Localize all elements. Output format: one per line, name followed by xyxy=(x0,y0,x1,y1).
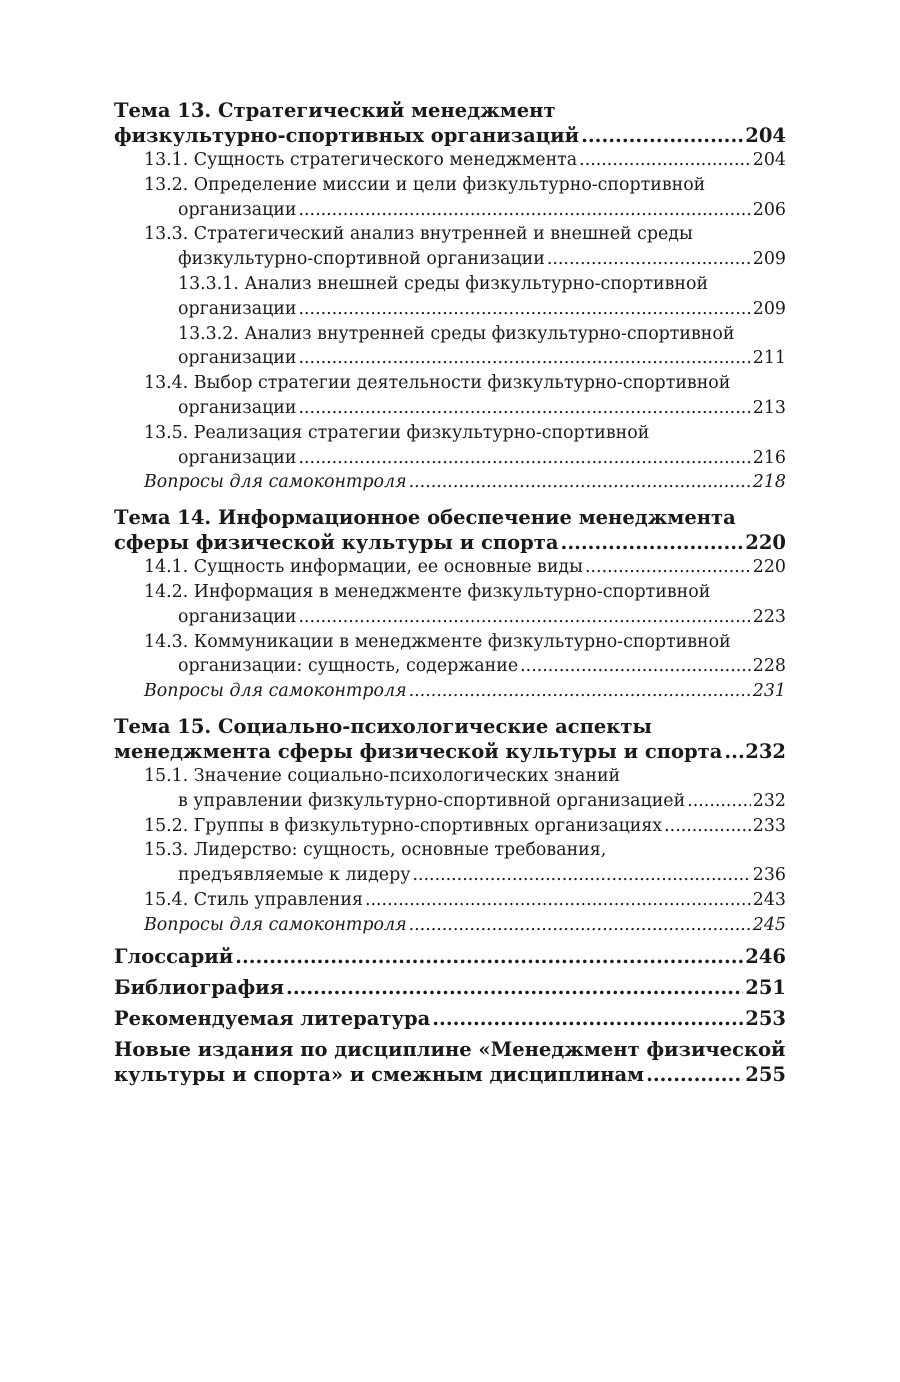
topic-title-cont: сферы физической культуры и спорта xyxy=(114,531,559,555)
leader-dots xyxy=(298,605,750,630)
leader-dots xyxy=(409,679,751,704)
page-number: 253 xyxy=(745,1006,786,1030)
section-title-cont: организации xyxy=(178,199,297,220)
subsection-title-cont: организации xyxy=(178,298,297,319)
page-number: 255 xyxy=(745,1062,786,1086)
section-title-cont: предъявляемые к лидеру xyxy=(178,865,411,886)
section-title-cont: в управлении физкультурно-спортивной организацией xyxy=(178,790,686,811)
page-number: 209 xyxy=(752,298,786,319)
leader-dots xyxy=(432,1006,743,1031)
toc-topic-14[interactable] xyxy=(114,505,786,555)
section-title: 15.1. Значение социально-психологических знаний xyxy=(144,765,621,786)
section-title: 14.3. Коммуникации в менеджменте физкультурно-спортивной xyxy=(144,631,731,652)
section-title: 14.2. Информация в менеджменте физкультурно-спортивной xyxy=(144,581,711,602)
leader-dots xyxy=(585,555,751,580)
section-title-cont: организации xyxy=(178,606,297,627)
page-number: 204 xyxy=(752,150,786,170)
page-number: 206 xyxy=(752,199,786,220)
leader-dots xyxy=(724,739,743,764)
toc-section-13-5[interactable] xyxy=(114,421,786,471)
leader-dots xyxy=(235,944,743,969)
section-title: 15.2. Группы в физкультурно-спортивных организациях xyxy=(144,815,663,836)
section-title: 15.3. Лидерство: сущность, основные требования, xyxy=(144,840,607,861)
leader-dots xyxy=(298,198,750,223)
page-number: 246 xyxy=(745,944,786,968)
leader-dots xyxy=(409,470,751,495)
page-number: 220 xyxy=(745,531,786,555)
toc-section-14-1[interactable] xyxy=(114,555,786,580)
section-title: 13.4. Выбор стратегии деятельности физкультурно-спортивной xyxy=(144,373,731,394)
topic-title: Тема 14. Информационное обеспечение менеджмента xyxy=(114,506,736,530)
toc-section-15-4[interactable] xyxy=(114,888,786,913)
toc-section-13-1[interactable] xyxy=(114,148,786,173)
page-number: 243 xyxy=(752,889,786,910)
questions-title: Вопросы для самоконтроля xyxy=(144,472,407,493)
section-title: 13.2. Определение миссии и цели физкультурно-спортивной xyxy=(144,174,706,195)
glossary-title: Глоссарий xyxy=(114,944,234,968)
leader-dots xyxy=(365,888,751,913)
bibliography-title: Библиография xyxy=(114,975,285,999)
section-title: 13.1. Сущность стратегического менеджмента xyxy=(144,150,578,170)
questions-title: Вопросы для самоконтроля xyxy=(144,914,407,935)
toc-section-14-3[interactable] xyxy=(114,630,786,680)
page-number: 213 xyxy=(752,397,786,418)
page-number: 233 xyxy=(752,815,786,836)
page-number: 251 xyxy=(745,975,786,999)
leader-dots xyxy=(646,1062,743,1087)
page-number: 228 xyxy=(752,656,786,677)
leader-dots xyxy=(298,346,750,371)
leader-dots xyxy=(412,863,750,888)
section-title: 13.3. Стратегический анализ внутренней и внешней среды xyxy=(144,224,693,245)
page-number: 232 xyxy=(752,790,786,811)
page-number: 211 xyxy=(752,348,786,369)
subsection-title: 13.3.1. Анализ внешней среды физкультурно-спортивной xyxy=(178,273,709,294)
recommended-title: Рекомендуемая литература xyxy=(114,1006,431,1030)
toc-section-13-2[interactable] xyxy=(114,173,786,223)
section-title: 15.4. Стиль управления xyxy=(144,889,363,910)
toc-glossary[interactable] xyxy=(114,944,786,969)
toc-section-13-3[interactable] xyxy=(114,222,786,272)
toc-new-editions[interactable] xyxy=(114,1037,786,1087)
new-editions-title-cont: культуры и спорта» и смежным дисциплинам xyxy=(114,1062,645,1086)
page-number: 204 xyxy=(745,124,786,147)
leader-dots xyxy=(409,913,751,938)
section-title-cont: организации xyxy=(178,397,297,418)
leader-dots xyxy=(561,530,744,555)
page-number: 220 xyxy=(752,557,786,578)
toc-questions-13[interactable] xyxy=(114,470,786,495)
table-of-contents xyxy=(114,98,786,1087)
leader-dots xyxy=(547,247,751,272)
topic-title: Тема 13. Стратегический менеджмент xyxy=(114,99,556,122)
page-number: 245 xyxy=(752,914,786,935)
toc-topic-15[interactable] xyxy=(114,714,786,764)
topic-title-cont: физкультурно-спортивных организаций xyxy=(114,124,580,147)
leader-dots xyxy=(687,789,751,814)
section-title: 13.5. Реализация стратегии физкультурно-спортивной xyxy=(144,422,650,443)
section-title-cont: физкультурно-спортивной организации xyxy=(178,249,545,270)
page-number: 216 xyxy=(752,447,786,468)
toc-subsection-13-3-2[interactable] xyxy=(114,322,786,372)
toc-section-15-2[interactable] xyxy=(114,814,786,839)
toc-recommended-literature[interactable] xyxy=(114,1006,786,1031)
toc-subsection-13-3-1[interactable] xyxy=(114,272,786,322)
section-title-cont: организации xyxy=(178,447,297,468)
toc-questions-15[interactable] xyxy=(114,913,786,938)
leader-dots xyxy=(298,297,750,322)
page-number: 218 xyxy=(752,472,786,493)
toc-section-14-2[interactable] xyxy=(114,580,786,630)
section-title: 14.1. Сущность информации, ее основные виды xyxy=(144,557,583,578)
toc-section-15-1[interactable] xyxy=(114,764,786,814)
page-number: 209 xyxy=(752,249,786,270)
leader-dots xyxy=(298,396,750,421)
subsection-title: 13.3.2. Анализ внутренней среды физкультурно-спортивной xyxy=(178,323,735,344)
page-number: 231 xyxy=(752,681,786,702)
leader-dots xyxy=(581,123,743,148)
page-number: 236 xyxy=(752,865,786,886)
toc-questions-14[interactable] xyxy=(114,679,786,704)
leader-dots xyxy=(579,148,751,173)
leader-dots xyxy=(286,975,743,1000)
page-number: 232 xyxy=(745,739,786,763)
toc-topic-13[interactable] xyxy=(114,98,786,148)
subsection-title-cont: организации xyxy=(178,348,297,369)
page-number: 223 xyxy=(752,606,786,627)
new-editions-title: Новые издания по дисциплине «Менеджмент физической xyxy=(114,1037,786,1061)
toc-section-15-3[interactable] xyxy=(114,838,786,888)
leader-dots xyxy=(298,446,750,471)
topic-title: Тема 15. Социально-психологические аспекты xyxy=(114,714,652,738)
toc-bibliography[interactable] xyxy=(114,975,786,1000)
questions-title: Вопросы для самоконтроля xyxy=(144,681,407,702)
toc-section-13-4[interactable] xyxy=(114,371,786,421)
topic-title-cont: менеджмента сферы физической культуры и спорта xyxy=(114,739,723,763)
section-title-cont: организации: сущность, содержание xyxy=(178,656,519,677)
leader-dots xyxy=(520,654,751,679)
leader-dots xyxy=(664,814,751,839)
